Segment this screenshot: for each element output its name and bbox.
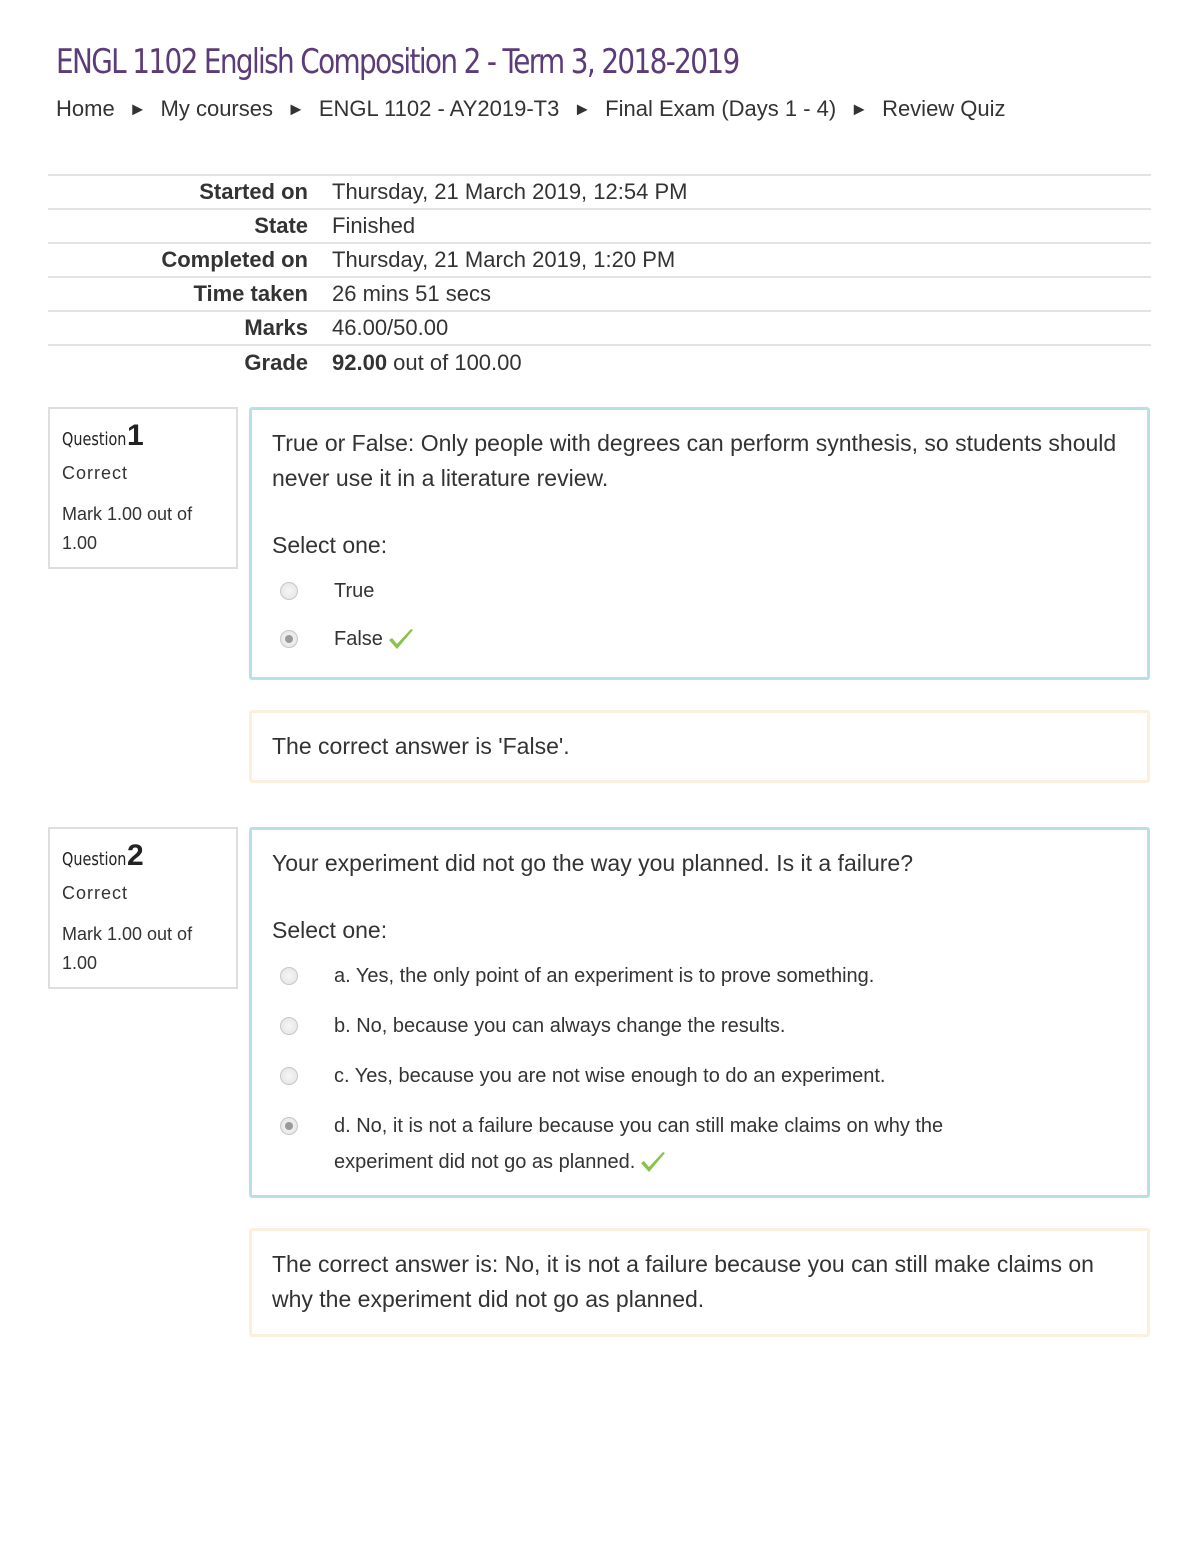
question-2-feedback — [249, 1228, 1150, 1337]
question-number: 2 — [126, 839, 144, 872]
question-number: 1 — [126, 419, 144, 452]
breadcrumb — [56, 96, 1006, 122]
question-2-info — [48, 827, 238, 989]
summary-value: Finished — [332, 213, 416, 238]
summary-label: Started on — [199, 179, 308, 204]
breadcrumb-course[interactable]: ENGL 1102 - AY2019-T3 — [318, 96, 560, 121]
answer-option[interactable] — [272, 1008, 1127, 1058]
answer-option[interactable] — [272, 1058, 1127, 1108]
radio-button-selected[interactable] — [280, 630, 298, 648]
summary-row-grade — [48, 345, 1151, 379]
question-1-feedback — [249, 710, 1150, 783]
breadcrumb-home[interactable]: Home — [56, 96, 115, 121]
breadcrumb-separator-icon: ► — [850, 98, 869, 119]
answer-options — [272, 958, 1127, 1180]
radio-button[interactable] — [280, 582, 298, 600]
breadcrumb-separator-icon: ► — [128, 98, 147, 119]
question-text: True or False: Only people with degrees can perform synthesis, so students should never use it in a literature review. — [272, 430, 1117, 491]
breadcrumb-my-courses[interactable]: My courses — [160, 96, 273, 121]
question-label: Question — [62, 429, 127, 450]
summary-value — [332, 345, 1151, 379]
question-grade: Mark 1.00 out of 1.00 — [62, 504, 193, 553]
summary-label: State — [254, 213, 308, 238]
option-label[interactable]: b. No, because you can always change the results. — [334, 1015, 786, 1037]
question-grade: Mark 1.00 out of 1.00 — [62, 924, 193, 973]
select-prompt: Select one: — [272, 917, 388, 943]
radio-button-selected[interactable] — [280, 1117, 298, 1135]
summary-label: Marks — [244, 315, 308, 340]
option-label[interactable] — [334, 1108, 1034, 1180]
breadcrumb-review-quiz[interactable]: Review Quiz — [882, 96, 1006, 121]
option-label[interactable]: a. Yes, the only point of an experiment is to prove something. — [334, 965, 875, 987]
answer-option[interactable] — [272, 621, 1127, 669]
quiz-summary-table — [48, 174, 1151, 379]
question-1-formulation — [249, 407, 1150, 680]
summary-value: Thursday, 21 March 2019, 12:54 PM — [332, 179, 688, 204]
summary-row-state — [48, 209, 1151, 243]
summary-row-marks — [48, 311, 1151, 345]
grade-value: 92.00 — [332, 349, 388, 375]
radio-button[interactable] — [280, 1067, 298, 1085]
breadcrumb-final-exam[interactable]: Final Exam (Days 1 - 4) — [605, 96, 837, 121]
right-answer: The correct answer is 'False'. — [272, 733, 570, 759]
option-text: d. No, it is not a failure because you can still make claims on why the experiment did not go as planned. — [334, 1115, 944, 1173]
summary-label: Completed on — [161, 247, 308, 272]
answer-options — [272, 573, 1127, 669]
question-1-info — [48, 407, 238, 569]
check-icon — [639, 1150, 667, 1176]
summary-label: Grade — [244, 349, 308, 375]
grade-out-of: out of 100.00 — [387, 349, 522, 375]
right-answer: The correct answer is: No, it is not a failure because you can still make claims on why the experiment did not go as planned. — [272, 1251, 1094, 1312]
question-text: Your experiment did not go the way you planned. Is it a failure? — [272, 850, 914, 876]
option-text: False — [334, 628, 383, 650]
summary-value: 26 mins 51 secs — [332, 281, 491, 306]
answer-option[interactable] — [272, 958, 1127, 1008]
page-title: ENGL 1102 English Composition 2 - Term 3, 2018-2019 — [56, 42, 739, 82]
option-label[interactable]: True — [334, 580, 375, 602]
summary-value: 46.00/50.00 — [332, 315, 449, 340]
option-label[interactable] — [334, 621, 415, 657]
option-label[interactable]: c. Yes, because you are not wise enough to do an experiment. — [334, 1065, 886, 1087]
breadcrumb-separator-icon: ► — [287, 98, 305, 119]
summary-row-started — [48, 175, 1151, 209]
select-prompt: Select one: — [272, 532, 388, 558]
answer-option[interactable] — [272, 573, 1127, 621]
radio-button[interactable] — [280, 1017, 298, 1035]
summary-row-time-taken — [48, 277, 1151, 311]
radio-button[interactable] — [280, 967, 298, 985]
breadcrumb-separator-icon: ► — [573, 98, 592, 119]
question-2-formulation — [249, 827, 1150, 1198]
answer-option[interactable] — [272, 1108, 1127, 1180]
check-icon — [387, 627, 415, 653]
question-label: Question — [62, 849, 127, 870]
summary-label: Time taken — [193, 281, 308, 306]
question-state: Correct — [62, 883, 129, 903]
question-state: Correct — [62, 463, 129, 483]
summary-row-completed — [48, 243, 1151, 277]
summary-value: Thursday, 21 March 2019, 1:20 PM — [332, 247, 676, 272]
